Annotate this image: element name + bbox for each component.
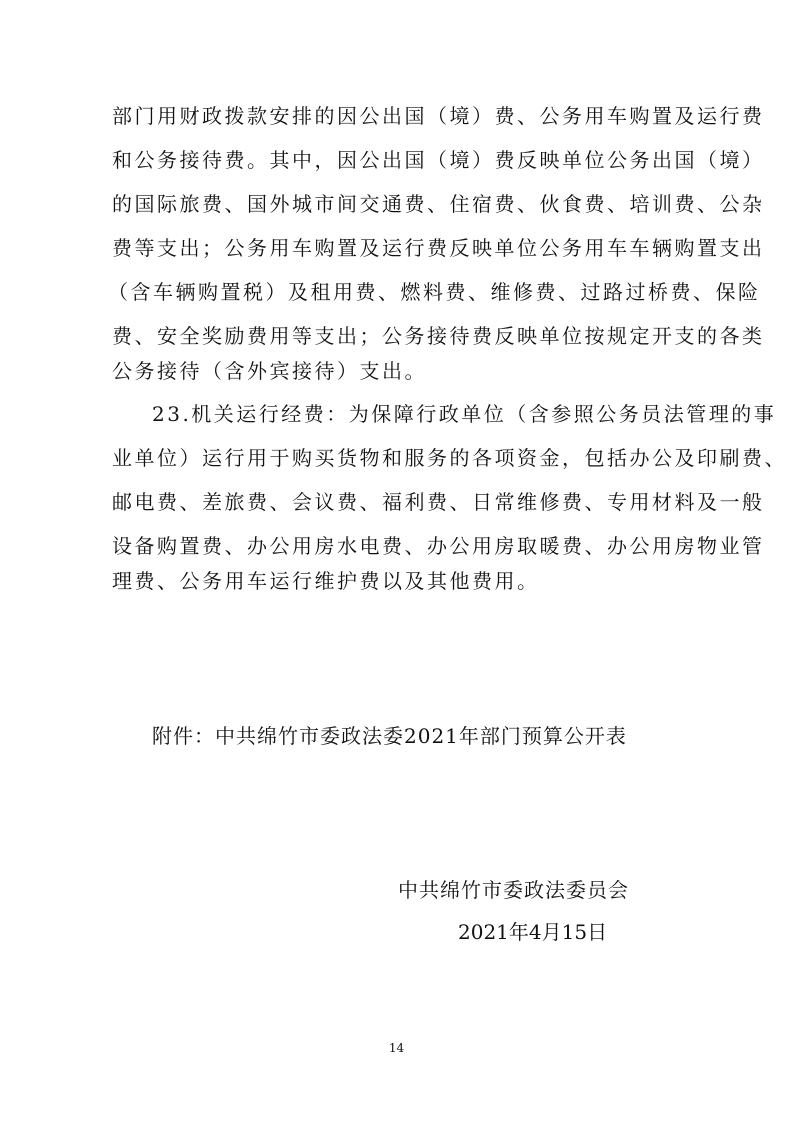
paragraph1-line: （含车辆购置税）及租用费、燃料费、维修费、过路过桥费、保险: [108, 280, 761, 304]
paragraph1-line: 公务接待（含外宾接待）支出。: [112, 359, 427, 383]
attachment-note: 附件：中共绵竹市委政法委2021年部门预算公开表: [152, 724, 627, 748]
paragraph1-line: 费、安全奖励费用等支出；公务接待费反映单位按规定开支的各类: [112, 324, 765, 348]
paragraph1-line: 的国际旅费、国外城市间交通费、住宿费、伙食费、培训费、公杂: [112, 192, 765, 216]
paragraph2-line: 邮电费、差旅费、会议费、福利费、日常维修费、专用材料及一般: [112, 490, 765, 514]
page-number: 14: [388, 1041, 405, 1055]
signature-organization: 中共绵竹市委政法委员会: [398, 878, 629, 902]
signature-date: 2021年4月15日: [458, 920, 608, 944]
paragraph2-line: 设备购置费、办公用房水电费、办公用房取暖费、办公用房物业管: [112, 534, 765, 558]
paragraph1-line: 和公务接待费。其中，因公出国（境）费反映单位公务出国（境）: [112, 148, 765, 172]
paragraph1-line: 费等支出；公务用车购置及运行费反映单位公务用车车辆购置支出: [112, 236, 765, 260]
paragraph2-line: 业单位）运行用于购买货物和服务的各项资金，包括办公及印刷费、: [112, 446, 787, 470]
paragraph1-line: 部门用财政拨款安排的因公出国（境）费、公务用车购置及运行费: [112, 104, 765, 128]
paragraph2-line: 理费、公务用车运行维护费以及其他费用。: [112, 569, 540, 593]
paragraph2-line: 23.机关运行经费：为保障行政单位（含参照公务员法管理的事: [152, 402, 777, 426]
